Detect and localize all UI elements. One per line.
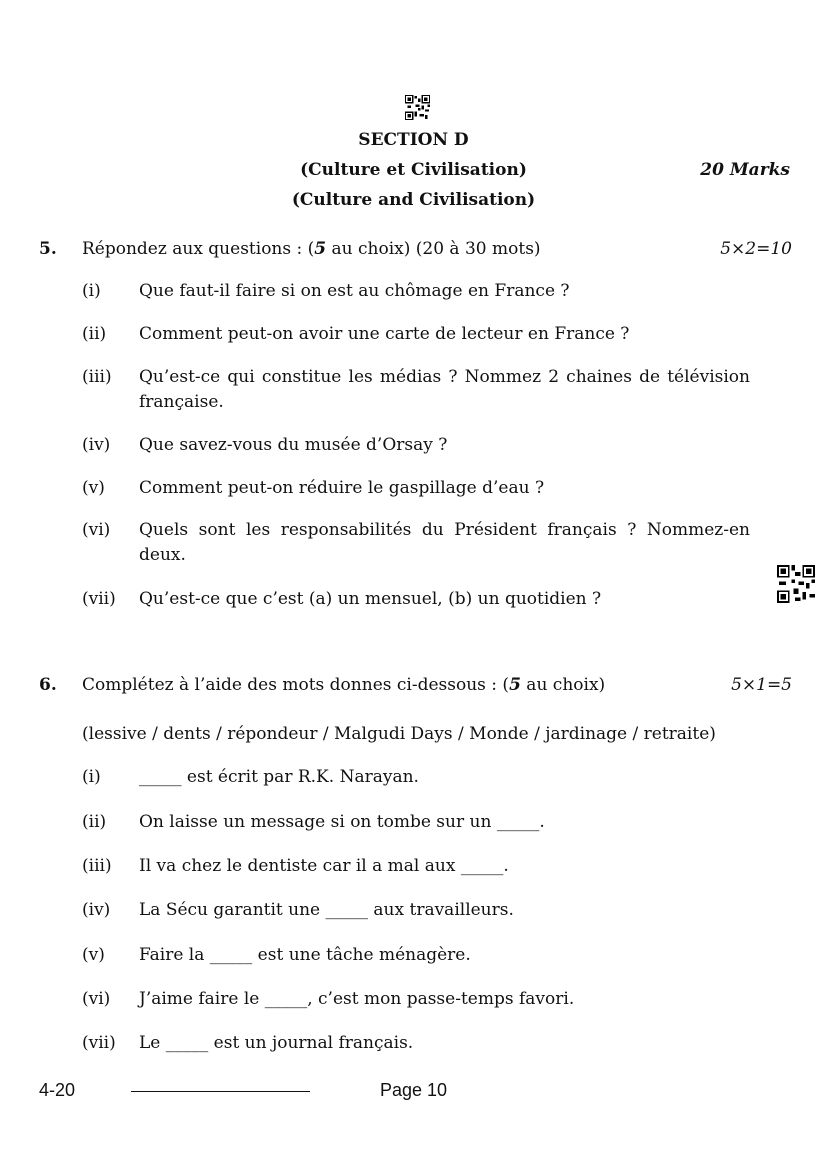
paper-code: 4-20 <box>39 1080 76 1100</box>
question-item: Faire la _____ est une tâche ménagère. <box>139 945 471 965</box>
question-item: Que faut-il faire si on est au chômage en France ? <box>139 281 570 301</box>
question-item: J’aime faire le _____, c’est mon passe-temps favori. <box>139 989 575 1009</box>
question-instruction: Complétez à l’aide des mots donnes ci-dessous : (5 au choix) <box>82 675 606 695</box>
item-number: (v) <box>82 478 105 498</box>
question-item: Quels sont les responsabilités du Président français ? Nommez-en deux. <box>139 520 750 565</box>
qr-code-icon <box>404 95 431 120</box>
question-marks: 5×1=5 <box>731 675 792 695</box>
question-marks: 5×2=10 <box>720 239 792 259</box>
question-item: La Sécu garantit une _____ aux travailleurs. <box>139 900 514 920</box>
word-bank: (lessive / dents / répondeur / Malgudi Days / Monde / jardinage / retraite) <box>82 724 716 744</box>
item-number: (vi) <box>82 989 111 1009</box>
item-number: (i) <box>82 767 101 787</box>
question-item: Qu’est-ce que c’est (a) un mensuel, (b) un quotidien ? <box>139 589 602 609</box>
section-subtitle-fr: (Culture et Civilisation) <box>300 160 527 180</box>
item-number: (iv) <box>82 435 111 455</box>
question-item: _____ est écrit par R.K. Narayan. <box>139 767 419 787</box>
section-subtitle-en: (Culture and Civilisation) <box>291 190 536 210</box>
question-item: Comment peut-on avoir une carte de lecteur en France ? <box>139 324 630 344</box>
item-number: (vi) <box>82 520 111 540</box>
qr-code-icon <box>777 565 815 603</box>
page-number: Page 10 <box>380 1080 448 1100</box>
item-number: (vii) <box>82 589 116 609</box>
question-item: On laisse un message si on tombe sur un _____. <box>139 812 545 832</box>
question-item: Qu’est-ce qui constitue les médias ? Nommez 2 chaines de télévision française. <box>139 367 750 412</box>
question-item: Le _____ est un journal français. <box>139 1033 414 1053</box>
question-instruction: Répondez aux questions : (5 au choix) (20 à 30 mots) <box>82 239 541 259</box>
question-item: Comment peut-on réduire le gaspillage d’eau ? <box>139 478 545 498</box>
item-number: (ii) <box>82 324 107 344</box>
item-number: (iii) <box>82 856 112 876</box>
item-number: (iii) <box>82 367 112 387</box>
item-number: (iv) <box>82 900 111 920</box>
section-marks: 20 Marks <box>700 160 790 180</box>
question-item: Que savez-vous du musée d’Orsay ? <box>139 435 448 455</box>
footer-rule <box>131 1091 310 1092</box>
item-number: (vii) <box>82 1033 116 1053</box>
item-number: (i) <box>82 281 101 301</box>
section-title: SECTION D <box>358 130 469 150</box>
item-number: (ii) <box>82 812 107 832</box>
question-number: 5. <box>39 239 57 259</box>
question-item: Il va chez le dentiste car il a mal aux _____. <box>139 856 509 876</box>
question-number: 6. <box>39 675 57 695</box>
item-number: (v) <box>82 945 105 965</box>
